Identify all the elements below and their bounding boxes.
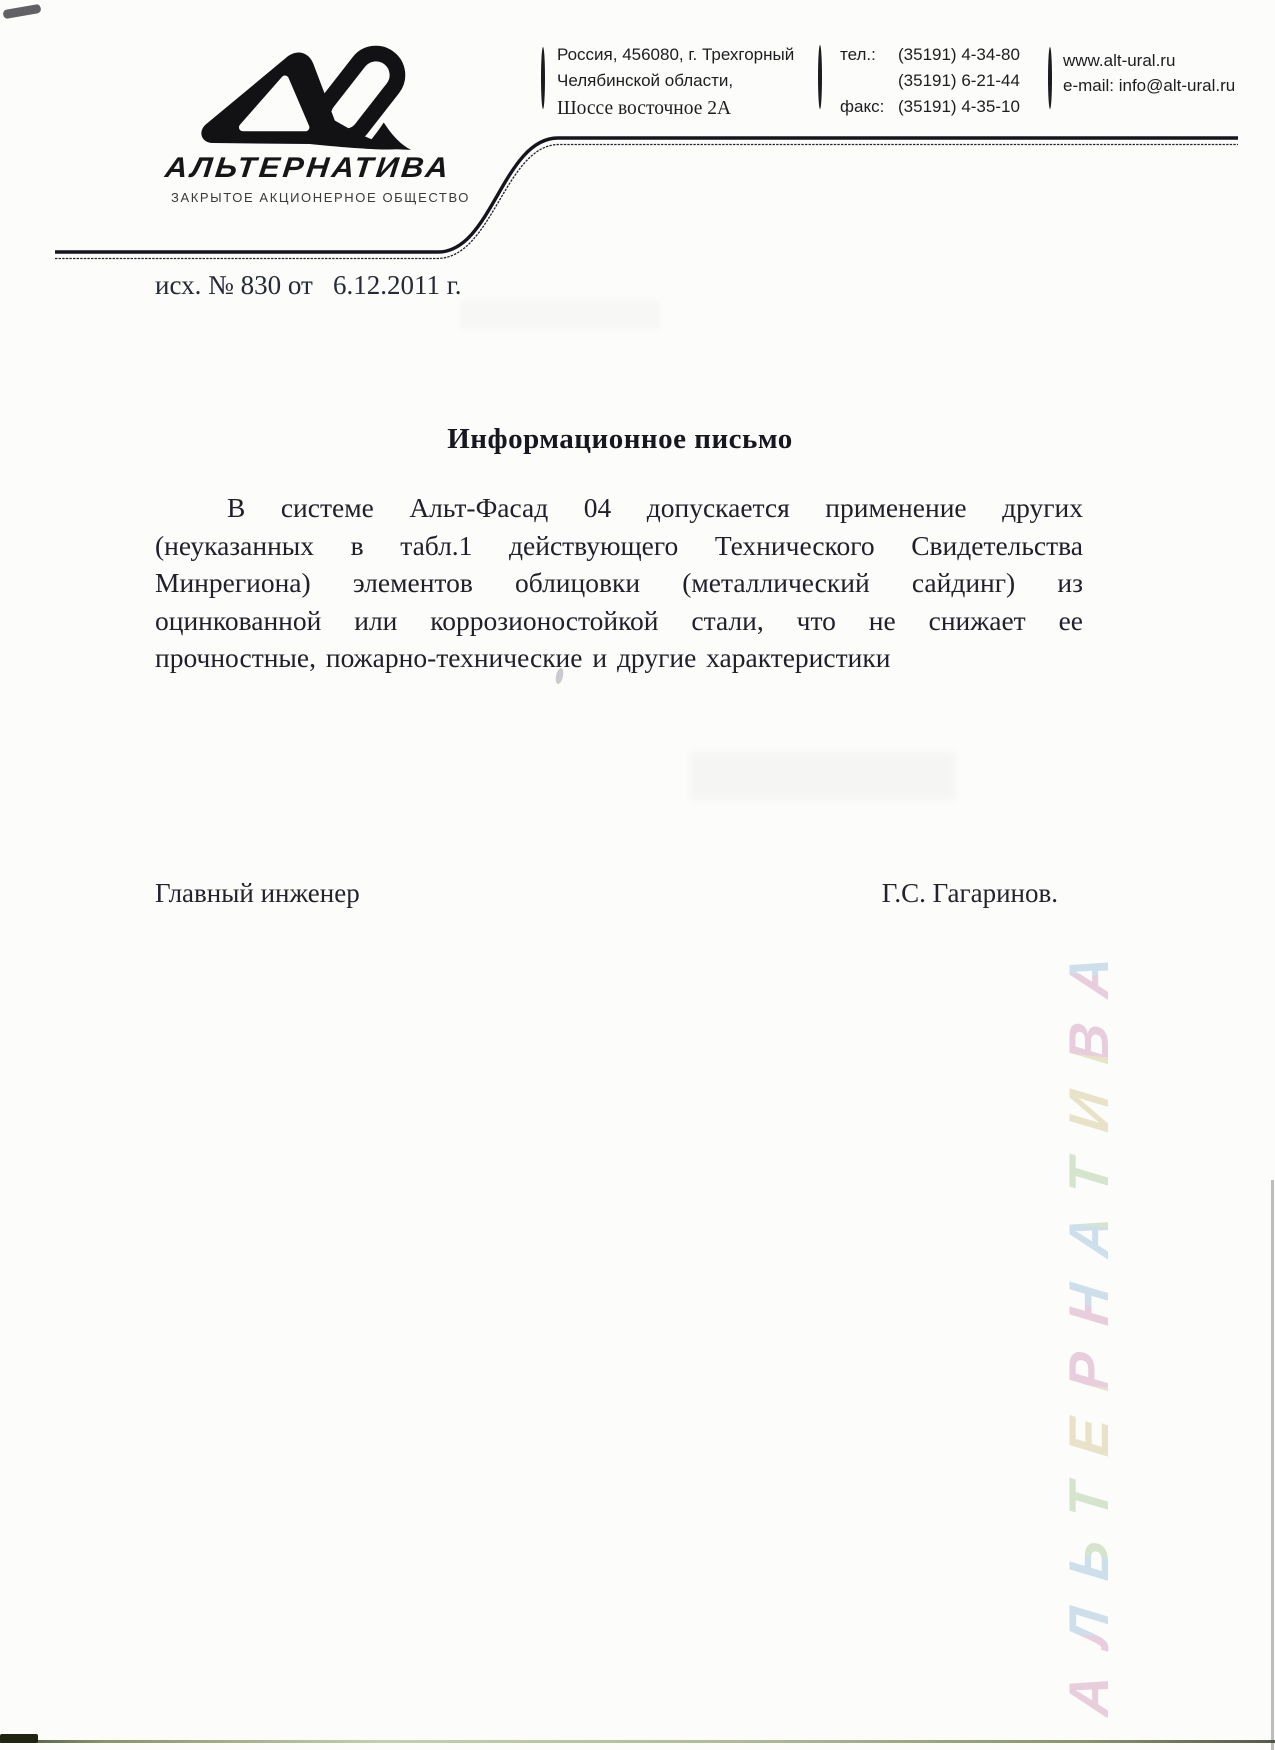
signature-row xyxy=(155,878,1058,909)
fax-label: факс: xyxy=(840,97,885,116)
tel-number: (35191) 6-21-44 xyxy=(898,71,1020,90)
company-name: АЛЬТЕРНАТИВА xyxy=(163,151,453,184)
ref-number-line: исх. № 830 от 6.12.2011 г. xyxy=(155,270,462,300)
address-line: Челябинской области, xyxy=(557,71,734,90)
letter-body: В системе Альт-Фасад 04 допускается применение других (неуказанных в табл.1 действующего Технического Свидетельства Минрегиона) элементов облицовки (металлический сайдинг) из оцинкованной или коррозионостойкой стали, что не снижает ее прочностные, пожарно-технические и другие характеристики xyxy=(155,492,1083,673)
scan-edge-line xyxy=(0,1740,1275,1743)
website-url: www.alt-ural.ru xyxy=(1063,51,1176,70)
tel-number: (35191) 4-34-80 xyxy=(898,45,1020,64)
letter-title: Информационное письмо xyxy=(447,423,793,455)
scan-artifact xyxy=(690,752,955,800)
address-line: Россия, 456080, г. Трехгорный xyxy=(557,45,795,64)
watermark-logotype: АЛЬТЕРНАТИВА xyxy=(1056,912,1128,1720)
letterhead-rule xyxy=(0,0,1275,290)
scan-artifact xyxy=(460,300,660,330)
email-line: e-mail: info@alt-ural.ru xyxy=(1063,76,1236,95)
signer-position: Главный инженер xyxy=(155,878,360,908)
address-line: Шоссе восточное 2А xyxy=(557,98,732,119)
tel-label: тел.: xyxy=(840,45,876,64)
scan-edge-line xyxy=(1271,1180,1274,1750)
fax-number: (35191) 4-35-10 xyxy=(898,97,1020,116)
scan-artifact xyxy=(0,1734,38,1743)
signer-name: Г.С. Гагаринов. xyxy=(881,878,1058,908)
company-legal-form: ЗАКРЫТОЕ АКЦИОНЕРНОЕ ОБЩЕСТВО xyxy=(171,190,471,205)
